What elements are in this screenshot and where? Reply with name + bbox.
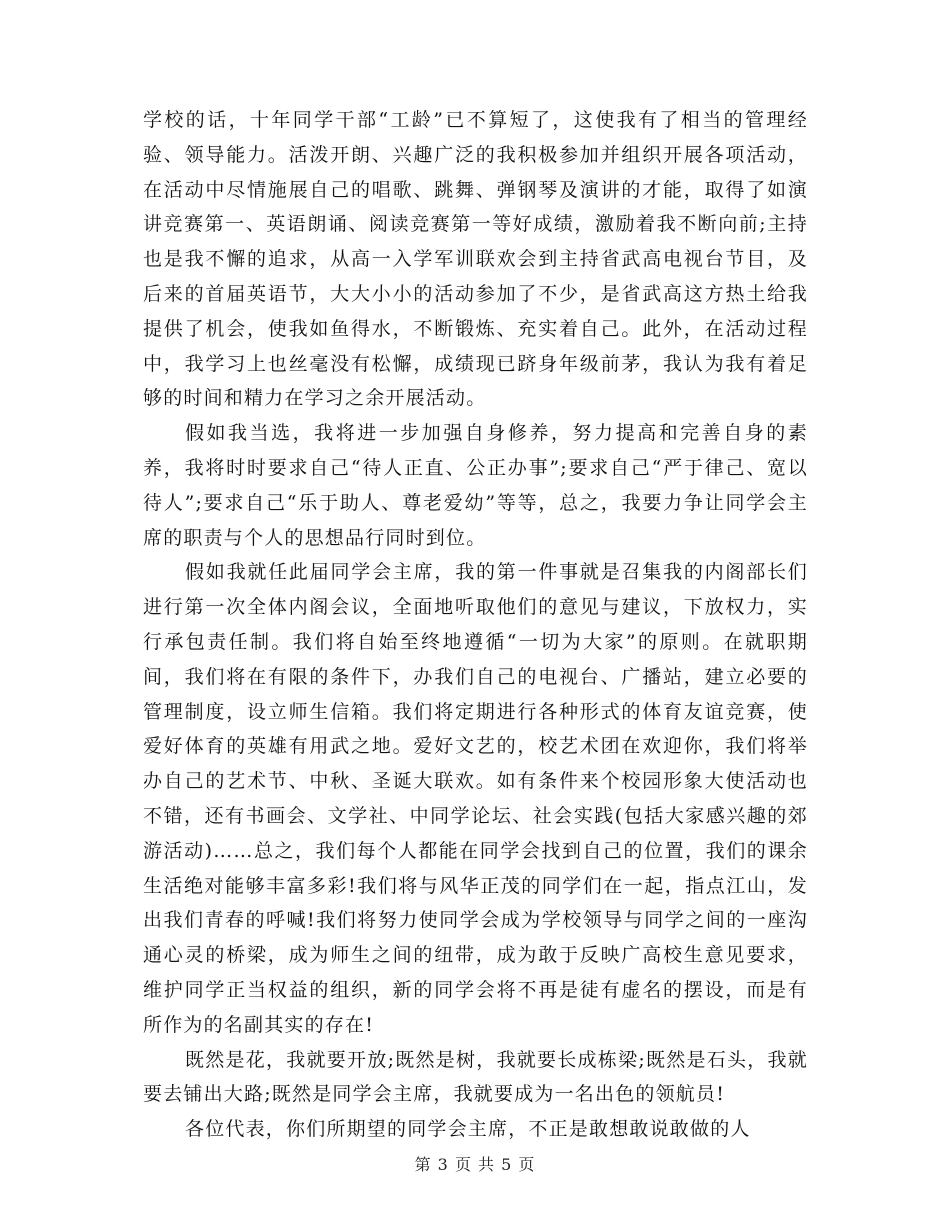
paragraph-3: 假如我就任此届同学会主席，我的第一件事就是召集我的内阁部长们进行第一次全体内阁会议，全面地听取他们的意见与建议，下放权力，实行承包责任制。我们将自始至终地遵循“一切为大家”的原则。在就职期间，我们将在有限的条件下，办我们自己的电视台、广播站，建立必要的管理制度，设立师生信箱。我们将定期进行各种形式的体育友谊竞赛，使爱好体育的英雄有用武之地。爱好文艺的，校艺术团在欢迎你，我们将举办自己的艺术节、中秋、圣诞大联欢。如有条件来个校园形象大使活动也不错，还有书画会、文学社、中同学论坛、社会实践(包括大家感兴趣的郊游活动)……总之，我们每个人都能在同学会找到自己的位置，我们的课余生活绝对能够丰富多彩!我们将与风华正茂的同学们在一起，指点江山，发出我们青春的呼喊!我们将努力使同学会成为学校领导与同学之间的一座沟通心灵的桥梁，成为师生之间的纽带，成为敢于反映广高校生意见要求，维护同学正当权益的组织，新的同学会将不再是徒有虚名的摆设，而是有所作为的名副其实的存在! (143, 561, 808, 1036)
paragraph-4: 既然是花，我就要开放;既然是树，我就要长成栋梁;既然是石头，我就要去铺出大路;既然是同学会主席，我就要成为一名出色的领航员! (143, 1048, 808, 1106)
document-body (143, 103, 808, 1147)
paragraph-2: 假如我当选，我将进一步加强自身修养，努力提高和完善自身的素养，我将时时要求自己“待人正直、公正办事”;要求自己“严于律己、宽以待人”;要求自己“乐于助人、尊老爱幼”等等，总之，我要力争让同学会主席的职责与个人的思想品行同时到位。 (143, 422, 808, 549)
paragraph-1: 学校的话，十年同学干部“工龄”已不算短了，这使我有了相当的管理经验、领导能力。活泼开朗、兴趣广泛的我积极参加并组织开展各项活动，在活动中尽情施展自己的唱歌、跳舞、弹钢琴及演讲的才能，取得了如演讲竞赛第一、英语朗诵、阅读竞赛第一等好成绩，激励着我不断向前;主持也是我不懈的追求，从高一入学军训联欢会到主持省武高电视台节目，及后来的首届英语节，大大小小的活动参加了不少，是省武高这方热土给我提供了机会，使我如鱼得水，不断锻炼、充实着自己。此外，在活动过程中，我学习上也丝毫没有松懈，成绩现已跻身年级前茅，我认为我有着足够的时间和精力在学习之余开展活动。 (143, 109, 808, 410)
paragraph-5: 各位代表，你们所期望的同学会主席，不正是敢想敢说敢做的人 (185, 1118, 751, 1141)
page-number-footer: 第 3 页 共 5 页 (414, 1155, 536, 1174)
